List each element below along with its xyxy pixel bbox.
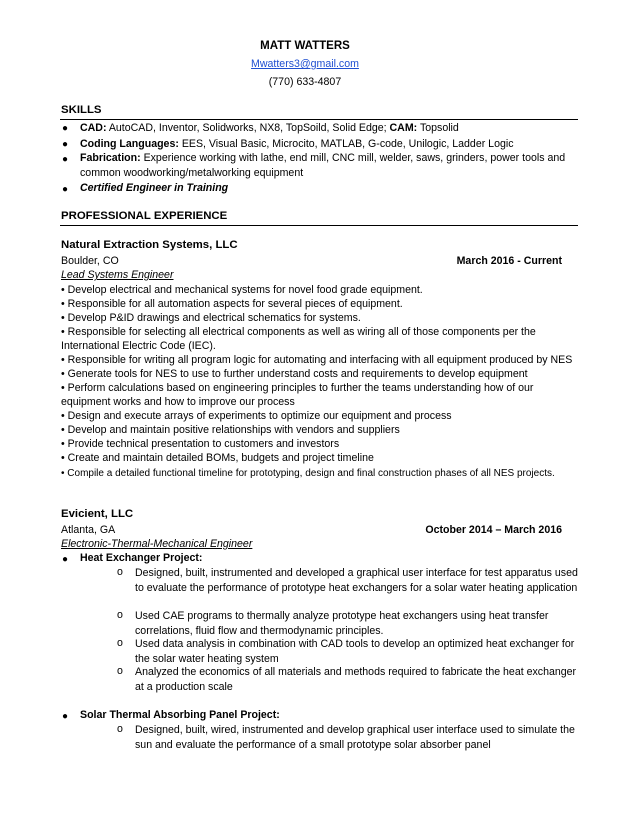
section-divider (60, 225, 578, 226)
circle-bullet-icon: o (117, 566, 123, 578)
skill-item (80, 151, 580, 181)
project-item: Used data analysis in combination with CAD tools to develop an optimized heat exchanger for the solar water heating system (135, 638, 575, 665)
bullet-icon: ● (62, 711, 69, 722)
project-item: Used CAE programs to thermally analyze prototype heat exchangers using heat transfer correlations, fluid flow and thermodynamic principles. (135, 610, 549, 637)
duty-item: • Responsible for selecting all electrical components as well as wiring all of those components per the International Electric Code (IEC). (61, 326, 536, 353)
duty-item: • Develop P&ID drawings and electrical schematics for systems. (61, 312, 361, 324)
company-name: Natural Extraction Systems, LLC (61, 239, 238, 251)
candidate-name: MATT WATTERS (260, 40, 350, 52)
duty-item: • Develop and maintain positive relationships with vendors and suppliers (61, 424, 400, 436)
skill-item (80, 121, 580, 136)
skill-label: Fabrication: (80, 152, 141, 164)
phone-number: (770) 633-4807 (268, 76, 342, 88)
duty-item: • Generate tools for NES to use to further understand costs and requirements to develop equipment (61, 368, 528, 380)
bullet-icon: ● (62, 123, 69, 134)
bullet-icon: ● (62, 154, 69, 165)
skill-item (80, 137, 580, 152)
project-item: Analyzed the economics of all materials and methods required to fabricate the heat exchanger at a production scale (135, 666, 577, 693)
skill-text: AutoCAD, Inventor, Solidworks, NX8, TopSoild, Solid Edge; (106, 122, 390, 134)
duty-item: • Develop electrical and mechanical systems for novel food grade equipment. (61, 284, 423, 296)
duty-item: • Create and maintain detailed BOMs, budgets and project timeline (61, 452, 374, 464)
bullet-icon: ● (62, 184, 69, 195)
skill-text: EES, Visual Basic, Microcito, MATLAB, G-code, Unilogic, Ladder Logic (178, 138, 514, 150)
section-divider (60, 119, 578, 120)
duty-item: • Responsible for all automation aspects for several pieces of equipment. (61, 298, 403, 310)
project-title: Heat Exchanger Project: (80, 552, 203, 564)
skill-text: Topsolid (417, 122, 459, 134)
duty-item: • Perform calculations based on engineering principles to further the teams understanding how of our equipment works and how to improve our process (61, 382, 534, 409)
duty-item: • Design and execute arrays of experiments to optimize our equipment and process (61, 410, 452, 422)
circle-bullet-icon: o (117, 665, 123, 677)
job-dates: October 2014 – March 2016 (425, 524, 562, 536)
project-item: Designed, built, wired, instrumented and develop graphical user interface used to simulate the sun and evaluate the performance of a small prototype solar absorber panel (135, 724, 575, 751)
job-role: Electronic-Thermal-Mechanical Engineer (61, 538, 253, 550)
bullet-icon: ● (62, 554, 69, 565)
job-role: Lead Systems Engineer (61, 269, 174, 281)
skills-heading: SKILLS (61, 104, 102, 116)
project-title: Solar Thermal Absorbing Panel Project: (80, 709, 280, 721)
company-name: Evicient, LLC (61, 508, 134, 520)
project-item: Designed, built, instrumented and developed a graphical user interface for test apparatus used to evaluate the performance of prototype heat exchangers for a solar water heating application (135, 567, 578, 594)
skill-label: Coding Languages: (80, 138, 179, 150)
skill-certification: Certified Engineer in Training (80, 182, 229, 194)
job-location: Atlanta, GA (61, 524, 116, 536)
skill-item (80, 181, 580, 196)
email-row (0, 58, 610, 70)
job-dates: March 2016 - Current (456, 255, 562, 267)
duty-item: • Provide technical presentation to customers and investors (61, 438, 340, 450)
job-location: Boulder, CO (61, 255, 119, 267)
skill-text: Experience working with lathe, end mill, CNC mill, welder, saws, grinders, power tools and common woodworking/metalworking equipment (80, 152, 566, 179)
circle-bullet-icon: o (117, 637, 123, 649)
duty-item: • Responsible for writing all program logic for automating and interfacing with all equipment produced by NES (61, 354, 573, 366)
circle-bullet-icon: o (117, 609, 123, 621)
circle-bullet-icon: o (117, 723, 123, 735)
email-link[interactable]: Mwatters3@gmail.com (251, 58, 359, 70)
skill-label: CAD: (80, 122, 107, 134)
duty-item: • Compile a detailed functional timeline for prototyping, design and final construction phases of all NES projects. (61, 468, 555, 479)
skill-label: CAM: (389, 122, 418, 134)
experience-heading: PROFESSIONAL EXPERIENCE (61, 210, 228, 222)
bullet-icon: ● (62, 139, 69, 150)
